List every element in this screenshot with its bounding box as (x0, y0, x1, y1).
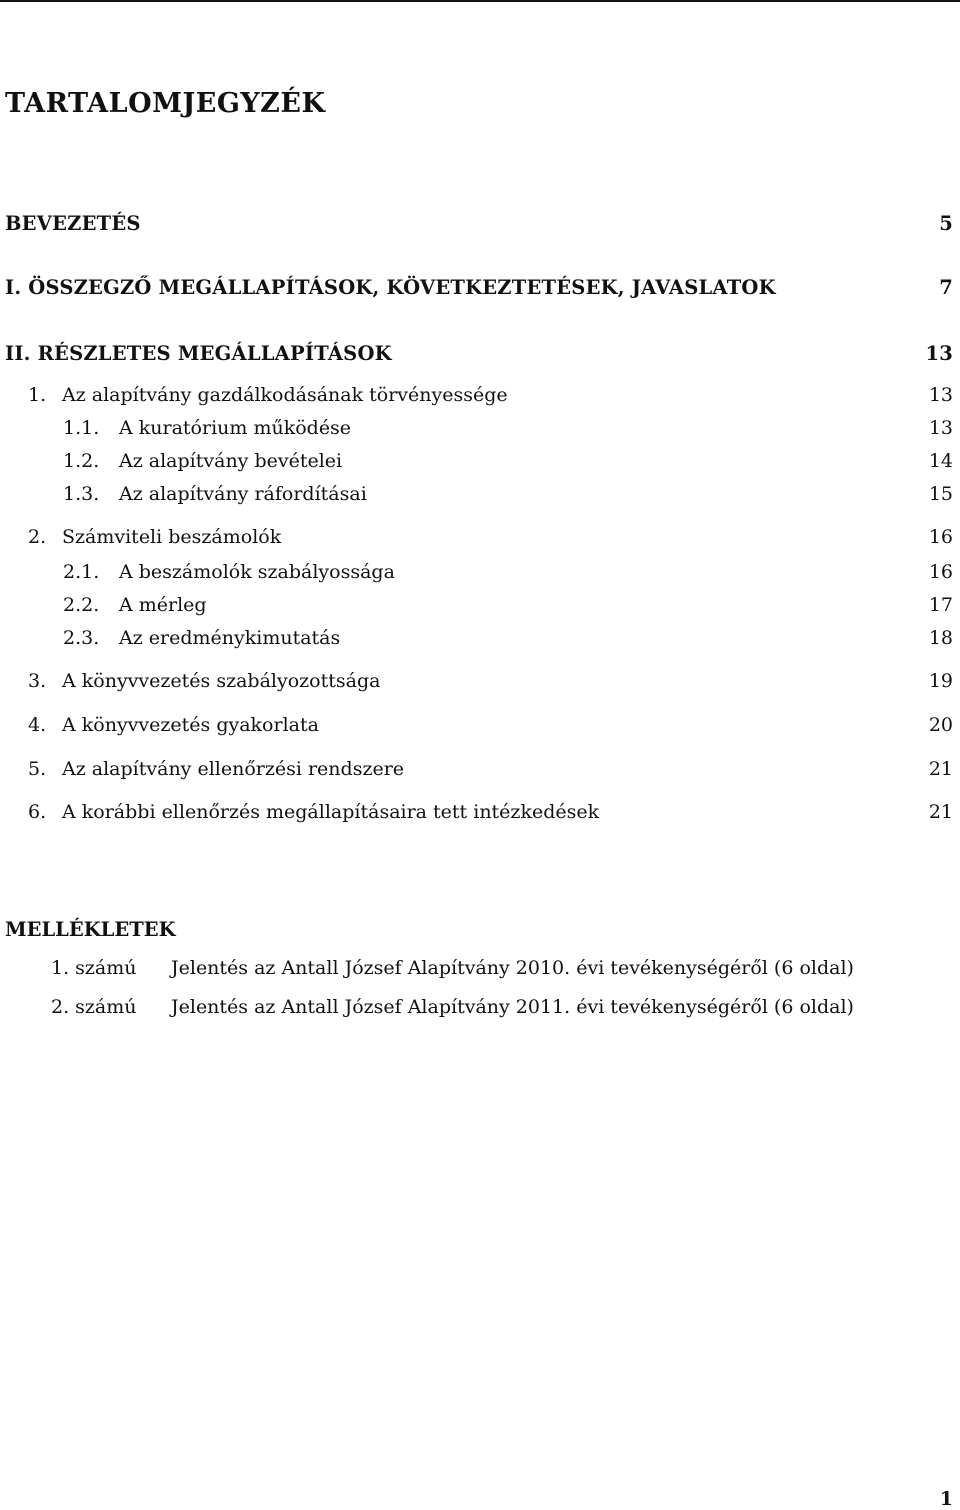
toc-entry-page: 14 (928, 450, 953, 472)
toc-entry[interactable] (5, 450, 953, 480)
toc-entry[interactable] (5, 801, 953, 831)
toc-entry[interactable] (5, 670, 953, 700)
toc-entry-number: 5. (28, 758, 47, 780)
toc-entry-label: A könyvvezetés szabályozottsága (62, 670, 381, 692)
toc-entry-number: 2.3. (63, 627, 100, 649)
toc-entry-page: 5 (939, 212, 953, 235)
toc-entry-page: 20 (928, 714, 953, 736)
appendix-item-label: Jelentés az Antall József Alapítvány 2011. évi tevékenységéről (6 oldal) (171, 996, 854, 1018)
toc-entry-page: 7 (939, 276, 953, 299)
toc-entry-page: 16 (928, 526, 953, 548)
toc-entry-page: 17 (928, 594, 953, 616)
toc-entry-number: 2.2. (63, 594, 100, 616)
appendix-item-number: 1. számú (51, 957, 137, 979)
toc-entry-number: 2. (28, 526, 47, 548)
toc-entry[interactable] (5, 561, 953, 591)
toc-entry[interactable] (5, 758, 953, 788)
appendix-heading: MELLÉKLETEK (5, 918, 176, 941)
toc-entry-number: 2.1. (63, 561, 100, 583)
toc-entry-number: 4. (28, 714, 47, 736)
toc-entry-page: 13 (925, 342, 953, 365)
toc-entry-label: BEVEZETÉS (5, 212, 141, 235)
toc-entry-page: 19 (928, 670, 953, 692)
toc-entry-number: 1.2. (63, 450, 100, 472)
appendix-item-number: 2. számú (51, 996, 137, 1018)
toc-entry-label: Az alapítvány ráfordításai (119, 483, 367, 505)
appendix-item-label: Jelentés az Antall József Alapítvány 2010. évi tevékenységéről (6 oldal) (171, 957, 854, 979)
toc-entry[interactable] (5, 384, 953, 414)
toc-entry-number: 1.1. (63, 417, 100, 439)
toc-entry-label: Az alapítvány gazdálkodásának törvényessége (62, 384, 508, 406)
toc-entry-number: 3. (28, 670, 47, 692)
toc-entry-page: 18 (928, 627, 953, 649)
toc-entry-label: A mérleg (119, 594, 207, 616)
toc-entry-label: Számviteli beszámolók (62, 526, 282, 548)
top-rule (0, 0, 960, 2)
toc-entry[interactable] (5, 714, 953, 744)
page-number: 1 (939, 1488, 953, 1510)
toc-entry-number: 1. (28, 384, 47, 406)
toc-entry-label: Az eredménykimutatás (119, 627, 341, 649)
toc-entry[interactable] (5, 417, 953, 447)
toc-entry-label: A könyvvezetés gyakorlata (62, 714, 319, 736)
toc-entry-page: 13 (928, 384, 953, 406)
toc-entry-number: 6. (28, 801, 47, 823)
toc-entry-label: Az alapítvány bevételei (119, 450, 343, 472)
page-title: TARTALOMJEGYZÉK (5, 88, 326, 119)
toc-entry-label: II. RÉSZLETES MEGÁLLAPÍTÁSOK (5, 342, 392, 365)
toc-entry[interactable] (5, 594, 953, 624)
toc-entry[interactable] (5, 483, 953, 513)
toc-entry-page: 16 (928, 561, 953, 583)
toc-entry-label: Az alapítvány ellenőrzési rendszere (62, 758, 405, 780)
toc-entry-reszletes[interactable] (5, 342, 953, 372)
toc-entry-page: 21 (928, 801, 953, 823)
toc-entry-page: 21 (928, 758, 953, 780)
toc-entry-label: A beszámolók szabályossága (119, 561, 395, 583)
toc-entry-label: A korábbi ellenőrzés megállapításaira tett intézkedések (62, 801, 600, 823)
toc-entry-page: 13 (928, 417, 953, 439)
toc-entry-page: 15 (928, 483, 953, 505)
toc-entry-label: I. ÖSSZEGZŐ MEGÁLLAPÍTÁSOK, KÖVETKEZTETÉSEK, JAVASLATOK (5, 276, 776, 299)
toc-entry[interactable] (5, 526, 953, 556)
toc-entry[interactable] (5, 627, 953, 657)
toc-entry-osszegzo[interactable] (5, 276, 953, 306)
toc-entry-label: A kuratórium működése (119, 417, 352, 439)
toc-entry-bevezetes[interactable] (5, 212, 953, 242)
toc-entry-number: 1.3. (63, 483, 100, 505)
